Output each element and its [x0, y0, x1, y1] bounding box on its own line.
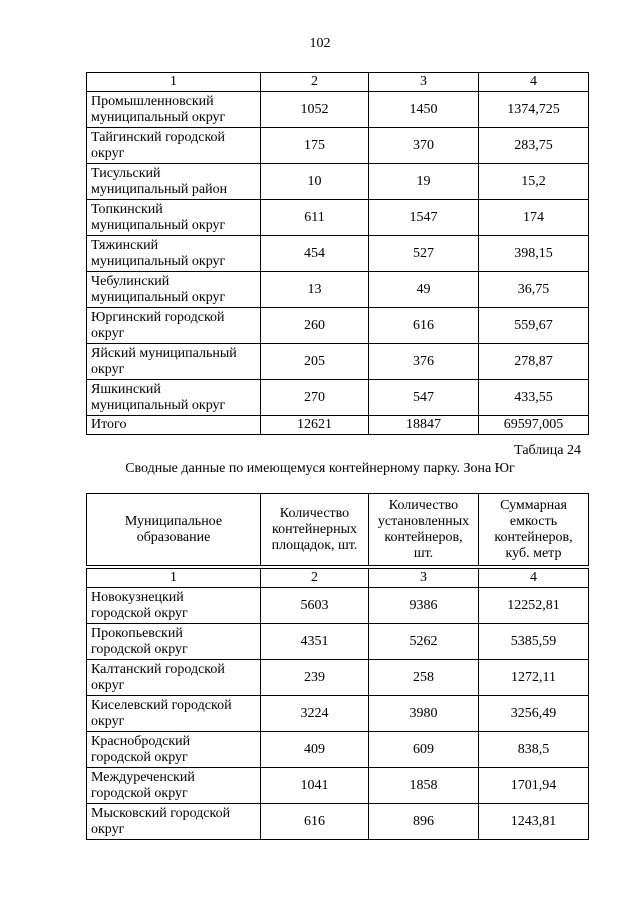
municipality-name: Новокузнецкий городской округ: [87, 588, 261, 624]
municipality-name: Мысковский городской округ: [87, 804, 261, 840]
containers-count: 49: [369, 272, 479, 308]
municipality-name: Тяжинский муниципальный округ: [87, 236, 261, 272]
municipality-name: Прокопьевский городской округ: [87, 624, 261, 660]
table-row: [87, 696, 589, 732]
header-row: [87, 494, 589, 566]
sites-count: 270: [261, 380, 369, 416]
table-body: [87, 569, 589, 840]
col-number: 4: [479, 73, 589, 92]
municipality-name: Яшкинский муниципальный округ: [87, 380, 261, 416]
table-title: Сводные данные по имеющемуся контейнерному парку. Зона Юг: [125, 461, 515, 476]
table-row: [87, 624, 589, 660]
table-row: [87, 200, 589, 236]
capacity-value: 398,15: [479, 236, 589, 272]
total-containers: 18847: [369, 416, 479, 435]
sites-count: 3224: [261, 696, 369, 732]
sites-count: 616: [261, 804, 369, 840]
capacity-value: 838,5: [479, 732, 589, 768]
municipality-name: Калтанский городской округ: [87, 660, 261, 696]
sites-count: 454: [261, 236, 369, 272]
sites-count: 5603: [261, 588, 369, 624]
municipality-name: Чебулинский муниципальный округ: [87, 272, 261, 308]
sites-count: 409: [261, 732, 369, 768]
col-number: 1: [87, 569, 261, 588]
table-row: [87, 92, 589, 128]
sites-count: 1041: [261, 768, 369, 804]
containers-count: 1858: [369, 768, 479, 804]
containers-count: 896: [369, 804, 479, 840]
total-capacity: 69597,005: [479, 416, 589, 435]
containers-count: 547: [369, 380, 479, 416]
municipality-name: Междуреченский городской округ: [87, 768, 261, 804]
capacity-value: 1243,81: [479, 804, 589, 840]
total-sites: 12621: [261, 416, 369, 435]
capacity-value: 1701,94: [479, 768, 589, 804]
total-label: Итого: [87, 416, 261, 435]
containers-count: 370: [369, 128, 479, 164]
header-cell: Количество установленных контейнеров, шт.: [369, 494, 479, 566]
table-row: [87, 804, 589, 840]
col-number: 1: [87, 73, 261, 92]
sites-count: 13: [261, 272, 369, 308]
containers-count: 1450: [369, 92, 479, 128]
column-number-row: [87, 73, 589, 92]
table-row: [87, 660, 589, 696]
containers-count: 609: [369, 732, 479, 768]
header-cell: Муниципальное образование: [87, 494, 261, 566]
containers-count: 1547: [369, 200, 479, 236]
page-number: 102: [309, 36, 331, 51]
containers-count: 5262: [369, 624, 479, 660]
containers-count: 376: [369, 344, 479, 380]
municipality-name: Юргинский городской округ: [87, 308, 261, 344]
table-row: [87, 732, 589, 768]
column-number-row: [87, 569, 589, 588]
table-row: [87, 236, 589, 272]
col-number: 2: [261, 73, 369, 92]
municipality-name: Краснобродский городской округ: [87, 732, 261, 768]
capacity-value: 174: [479, 200, 589, 236]
header-cell: Количество контейнерных площадок, шт.: [261, 494, 369, 566]
capacity-value: 1374,725: [479, 92, 589, 128]
total-row: [87, 416, 589, 435]
sites-count: 260: [261, 308, 369, 344]
table-row: [87, 308, 589, 344]
col-number: 4: [479, 569, 589, 588]
col-number: 2: [261, 569, 369, 588]
containers-count: 9386: [369, 588, 479, 624]
table-row: [87, 128, 589, 164]
capacity-value: 1272,11: [479, 660, 589, 696]
capacity-value: 559,67: [479, 308, 589, 344]
sites-count: 239: [261, 660, 369, 696]
sites-count: 175: [261, 128, 369, 164]
sites-count: 1052: [261, 92, 369, 128]
capacity-value: 278,87: [479, 344, 589, 380]
municipality-name: Тайгинский городской округ: [87, 128, 261, 164]
table-row: [87, 344, 589, 380]
table-continuation: [86, 72, 589, 435]
table-row: [87, 768, 589, 804]
municipality-name: Яйский муниципальный округ: [87, 344, 261, 380]
capacity-value: 12252,81: [479, 588, 589, 624]
capacity-value: 433,55: [479, 380, 589, 416]
col-number: 3: [369, 73, 479, 92]
container-summary-table: [86, 568, 589, 840]
table-number-label: Таблица 24: [514, 443, 581, 458]
table-row: [87, 272, 589, 308]
containers-count: 3980: [369, 696, 479, 732]
containers-count: 616: [369, 308, 479, 344]
capacity-value: 3256,49: [479, 696, 589, 732]
containers-count: 527: [369, 236, 479, 272]
municipality-name: Тисульский муниципальный район: [87, 164, 261, 200]
table-body: [87, 73, 589, 435]
table-row: [87, 164, 589, 200]
municipality-name: Топкинский муниципальный округ: [87, 200, 261, 236]
containers-count: 19: [369, 164, 479, 200]
capacity-value: 283,75: [479, 128, 589, 164]
capacity-value: 15,2: [479, 164, 589, 200]
capacity-value: 36,75: [479, 272, 589, 308]
municipality-name: Промышленновский муниципальный округ: [87, 92, 261, 128]
sites-count: 611: [261, 200, 369, 236]
sites-count: 10: [261, 164, 369, 200]
col-number: 3: [369, 569, 479, 588]
header-cell: Суммарная емкость контейнеров, куб. метр: [479, 494, 589, 566]
containers-count: 258: [369, 660, 479, 696]
municipality-name: Киселевский городской округ: [87, 696, 261, 732]
sites-count: 205: [261, 344, 369, 380]
table-row: [87, 380, 589, 416]
table-header: [86, 493, 589, 566]
table-row: [87, 588, 589, 624]
capacity-value: 5385,59: [479, 624, 589, 660]
sites-count: 4351: [261, 624, 369, 660]
